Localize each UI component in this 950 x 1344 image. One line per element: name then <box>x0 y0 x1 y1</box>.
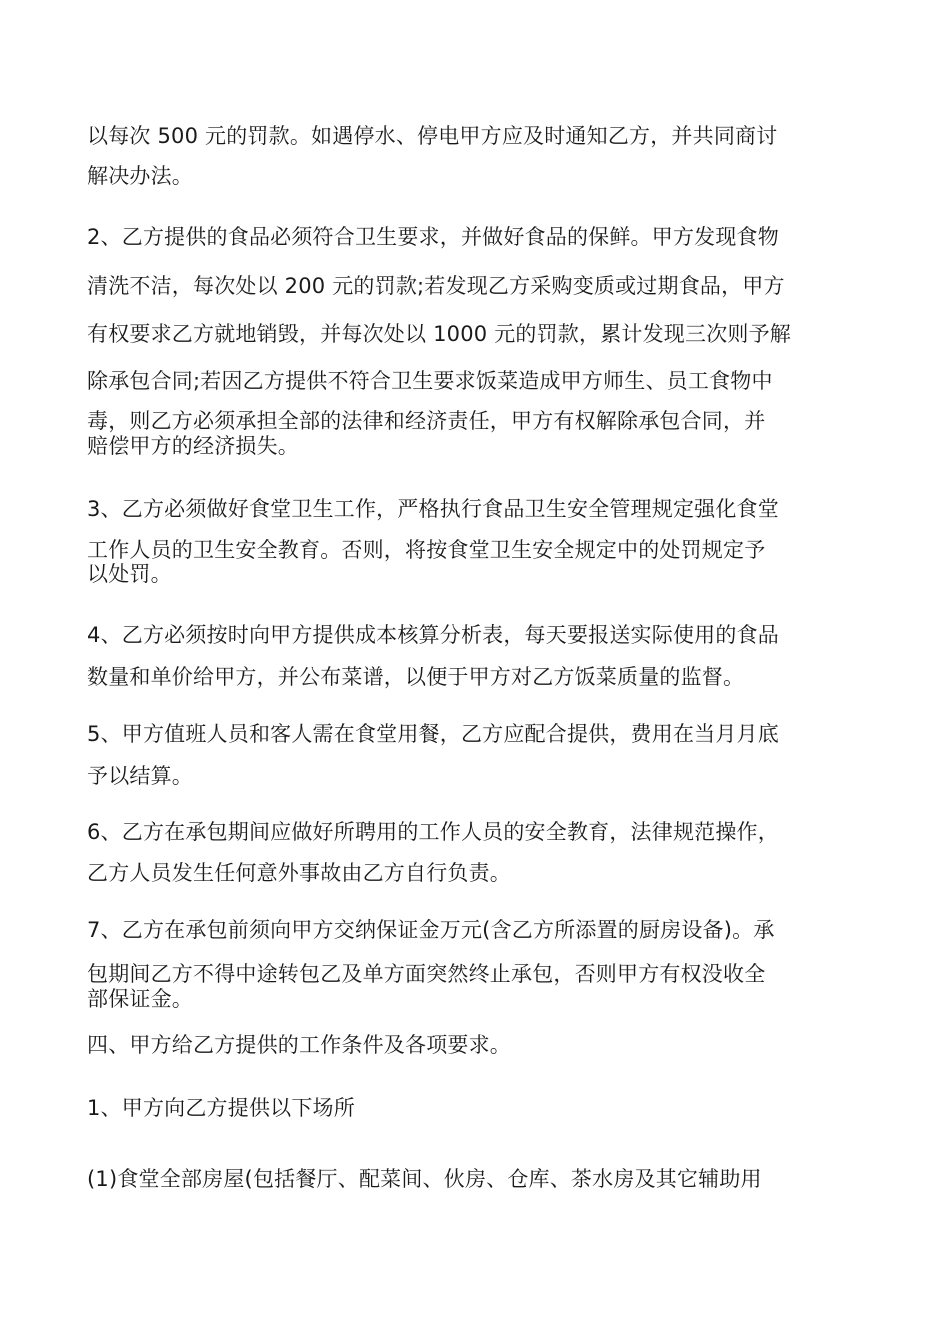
paragraph-penalty-continuation <box>87 121 867 191</box>
text-line: 乙方人员发生任何意外事故由乙方自行负责。 <box>87 861 511 885</box>
paragraph-item-1 <box>87 1093 867 1123</box>
text-line: 2、乙方提供的食品必须符合卫生要求，并做好食品的保鲜。甲方发现食物 <box>87 225 779 249</box>
text-line: 3、乙方必须做好食堂卫生工作，严格执行食品卫生安全管理规定强化食堂 <box>87 497 779 521</box>
paragraph-clause-6 <box>87 817 867 888</box>
text-line: 四、甲方给乙方提供的工作条件及各项要求。 <box>87 1033 511 1057</box>
text-line: 以每次 500 元的罚款。如遇停水、停电甲方应及时通知乙方，并共同商讨 <box>87 124 778 148</box>
paragraph-clause-7 <box>87 915 867 1014</box>
text-line: 包期间乙方不得中途转包乙及单方面突然终止承包，否则甲方有权没收全 <box>87 962 766 986</box>
paragraph-clause-4 <box>87 620 867 692</box>
text-line: 清洗不洁，每次处以 200 元的罚款;若发现乙方采购变质或过期食品，甲方 <box>87 274 785 298</box>
text-line: 4、乙方必须按时向甲方提供成本核算分析表，每天要报送实际使用的食品 <box>87 623 779 647</box>
text-line: 毒，则乙方必须承担全部的法律和经济责任，甲方有权解除承包合同，并 <box>87 409 766 433</box>
text-line: 予以结算。 <box>87 764 193 788</box>
text-line: 数量和单价给甲方，并公布菜谱，以便于甲方对乙方饭菜质量的监督。 <box>87 665 745 689</box>
text-line: 工作人员的卫生安全教育。否则，将按食堂卫生安全规定中的处罚规定予 <box>87 538 766 562</box>
section-heading-4 <box>87 1030 867 1060</box>
paragraph-subitem-1 <box>87 1164 867 1194</box>
text-line: 赔偿甲方的经济损失。 <box>87 434 299 458</box>
text-line: 除承包合同;若因乙方提供不符合卫生要求饭菜造成甲方师生、员工食物中 <box>87 369 773 393</box>
text-line: 7、乙方在承包前须向甲方交纳保证金万元(含乙方所添置的厨房设备)。承 <box>87 918 775 942</box>
text-line: 6、乙方在承包期间应做好所聘用的工作人员的安全教育，法律规范操作， <box>87 820 779 844</box>
text-line: 有权要求乙方就地销毁，并每次处以 1000 元的罚款，累计发现三次则予解 <box>87 322 791 346</box>
text-line: 以处罚。 <box>87 562 172 586</box>
text-line: 1、甲方向乙方提供以下场所 <box>87 1096 355 1120</box>
text-line: 5、甲方值班人员和客人需在食堂用餐，乙方应配合提供，费用在当月月底 <box>87 722 779 746</box>
paragraph-clause-3 <box>87 494 867 589</box>
text-line: (1)食堂全部房屋(包括餐厅、配菜间、伙房、仓库、茶水房及其它辅助用 <box>87 1167 762 1191</box>
paragraph-clause-5 <box>87 719 867 791</box>
text-line: 解决办法。 <box>87 164 193 188</box>
text-line: 部保证金。 <box>87 987 193 1011</box>
paragraph-clause-2 <box>87 222 867 461</box>
